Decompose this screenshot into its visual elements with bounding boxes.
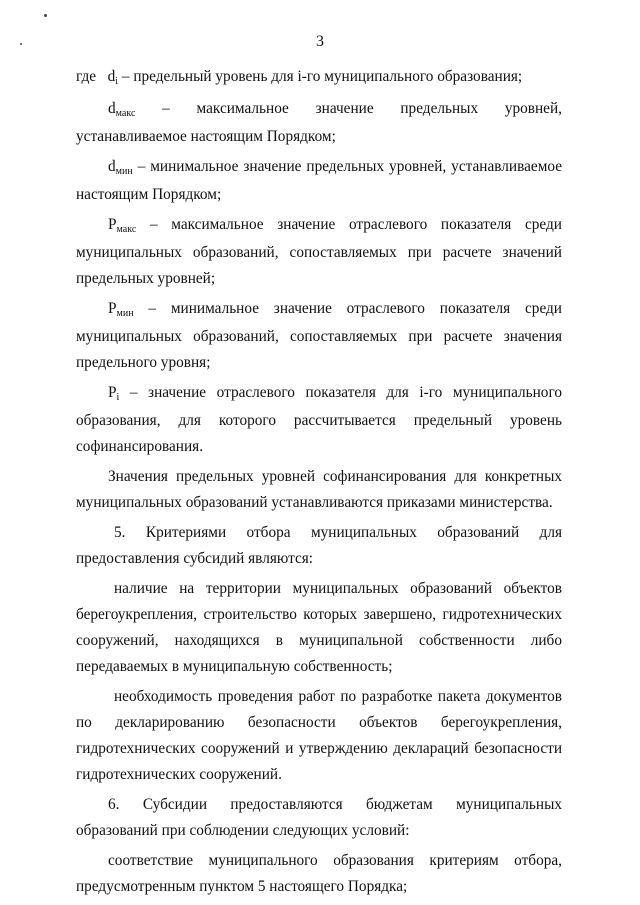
definition-d-max: dмакс – максимальное значение предельных уровней, устанавливаемое настоящим Порядком; bbox=[76, 100, 562, 145]
criterion-1: наличие на территории муниципальных образований объектов берегоукрепления, строительство которых завершено, гидротехнических сооружений, находящихся в муниципальной собственности либо передаваемых в муниципальную собственность; bbox=[76, 580, 562, 675]
definition-d-i: где di – предельный уровень для i-го муниципального образования; bbox=[76, 68, 523, 87]
page-number: 3 bbox=[316, 33, 324, 50]
definition-p-i: Pi – значение отраслевого показателя для i-го муниципального образования, для которого рассчитывается предельный уровень софинансирования. bbox=[76, 384, 562, 455]
section-5-heading: 5. Критериями отбора муниципальных образований для предоставления субсидий являются: bbox=[76, 524, 562, 567]
section-6-heading: 6. Субсидии предоставляются бюджетам муниципальных образований при соблюдении следующих условий: bbox=[76, 796, 562, 839]
definition-p-min: Pмин – минимальное значение отраслевого показателя среди муниципальных образований, сопоставляемых при расчете значения предельного уровня; bbox=[76, 300, 562, 371]
cofinancing-levels-paragraph: Значения предельных уровней софинансирования для конкретных муниципальных образований устанавливаются приказами министерства. bbox=[76, 468, 562, 511]
definition-d-min: dмин – минимальное значение предельных уровней, устанавливаемое настоящим Порядком; bbox=[76, 158, 562, 203]
criterion-2: необходимость проведения работ по разработке пакета документов по декларированию безопасности объектов берегоукрепления, гидротехнических сооружений и утверждению деклараций безопасности гидротехнических сооружений. bbox=[76, 688, 562, 783]
condition-1: соответствие муниципального образования критериям отбора, предусмотренным пунктом 5 настоящего Порядка; bbox=[76, 852, 562, 895]
scan-speck bbox=[44, 14, 47, 17]
document-body bbox=[76, 64, 562, 904]
definition-p-max: Pмакс – максимальное значение отраслевого показателя среди муниципальных образований, сопоставляемых при расчете значений предельных уровней; bbox=[76, 216, 562, 287]
